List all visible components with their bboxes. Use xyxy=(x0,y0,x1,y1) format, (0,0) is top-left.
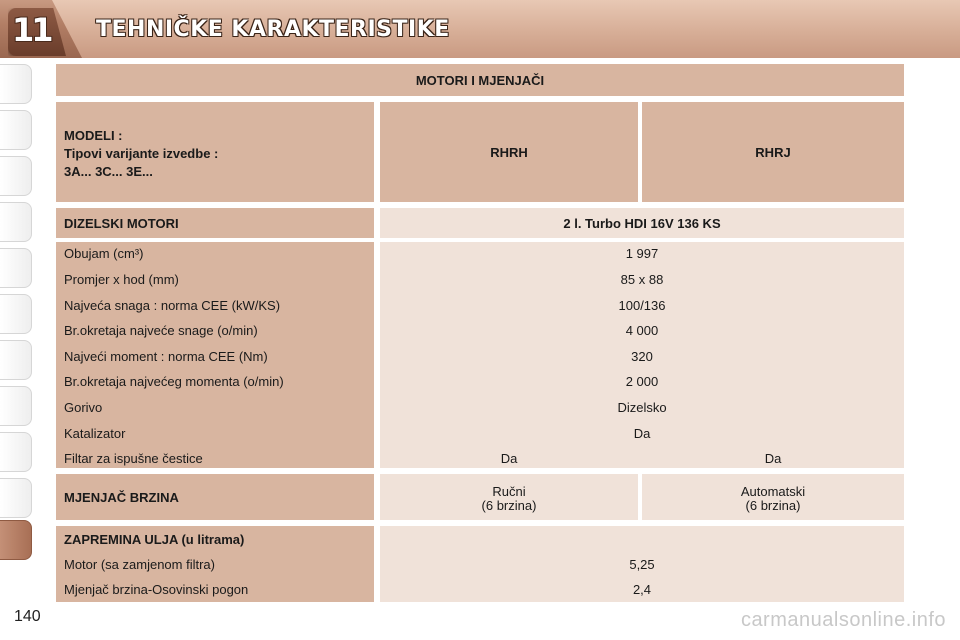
gearbox-label: MJENJAČ BRZINA xyxy=(56,474,374,520)
gearbox-row xyxy=(56,474,904,520)
filter-value-rhrj: Da xyxy=(764,451,782,466)
gearbox-automatic xyxy=(642,474,904,520)
model-code-rhrh: RHRH xyxy=(380,102,638,202)
filter-label: Filtar za ispušne čestice xyxy=(64,451,203,466)
side-tab-6[interactable] xyxy=(0,294,32,334)
oil-label: Mjenjač brzina-Osovinski pogon xyxy=(64,582,249,597)
page-title: TEHNIČKE KARAKTERISTIKE xyxy=(96,17,450,42)
model-code-rhrj: RHRJ xyxy=(642,102,904,202)
page-number: 140 xyxy=(14,608,41,625)
chapter-number: 11 xyxy=(12,11,51,49)
side-tab-4[interactable] xyxy=(0,202,32,242)
spec-label: Br.okretaja najvećeg momenta (o/min) xyxy=(64,374,284,389)
gearbox-manual xyxy=(380,474,638,520)
spec-value: 100/136 xyxy=(618,298,666,313)
spec-label: Br.okretaja najveće snage (o/min) xyxy=(64,323,258,338)
spec-value: 4 000 xyxy=(625,323,659,338)
oil-value-column xyxy=(380,526,904,602)
spec-label: Promjer x hod (mm) xyxy=(64,272,179,287)
side-tab-7[interactable] xyxy=(0,340,32,380)
spec-label: Obujam (cm³) xyxy=(64,246,144,261)
oil-title: ZAPREMINA ULJA (u litrama) xyxy=(64,532,245,547)
specs-value-column xyxy=(380,242,904,468)
table-title: MOTORI I MJENJAČI xyxy=(56,64,904,96)
models-label-line-1: MODELI : xyxy=(64,128,123,143)
spec-value: 85 x 88 xyxy=(620,272,664,287)
spec-value: 1 997 xyxy=(625,246,659,261)
side-tab-3[interactable] xyxy=(0,156,32,196)
oil-value: 2,4 xyxy=(632,582,652,597)
gearbox-manual-speeds: (6 brzina) xyxy=(481,498,537,513)
filter-value-rhrh: Da xyxy=(500,451,518,466)
side-tab-2[interactable] xyxy=(0,110,32,150)
spec-label: Najveća snaga : norma CEE (kW/KS) xyxy=(64,298,281,313)
engine-row xyxy=(56,208,904,238)
spec-value: 320 xyxy=(631,349,653,364)
oil-label-column xyxy=(56,526,374,602)
gearbox-automatic-type: Automatski xyxy=(740,484,806,499)
models-label-line-2: Tipovi varijante izvedbe : xyxy=(64,146,219,161)
side-tab-10[interactable] xyxy=(0,478,32,518)
spec-label: Katalizator xyxy=(64,426,126,441)
oil-block xyxy=(56,526,904,602)
oil-value: 5,25 xyxy=(629,557,655,572)
spec-value: Dizelsko xyxy=(617,400,667,415)
engine-label: DIZELSKI MOTORI xyxy=(56,208,374,238)
spec-value: Da xyxy=(633,426,651,441)
watermark: carmanualsonline.info xyxy=(740,609,946,631)
spec-label: Gorivo xyxy=(64,400,103,415)
gearbox-manual-type: Ručni xyxy=(492,484,526,499)
side-tab-5[interactable] xyxy=(0,248,32,288)
side-tab-1[interactable] xyxy=(0,64,32,104)
table-title-row xyxy=(56,64,904,96)
models-label-cell xyxy=(56,102,374,202)
side-tab-9[interactable] xyxy=(0,432,32,472)
engine-name: 2 l. Turbo HDI 16V 136 KS xyxy=(380,208,904,238)
models-label-line-3: 3A... 3C... 3E... xyxy=(64,164,153,179)
models-row xyxy=(56,102,904,202)
oil-label: Motor (sa zamjenom filtra) xyxy=(64,557,215,572)
side-tab-11-active[interactable] xyxy=(0,520,32,560)
chapter-tab-strip xyxy=(0,64,34,574)
side-tab-8[interactable] xyxy=(0,386,32,426)
spec-label: Najveći moment : norma CEE (Nm) xyxy=(64,349,268,364)
specs-label-column xyxy=(56,242,374,468)
gearbox-automatic-speeds: (6 brzina) xyxy=(745,498,801,513)
specs-block xyxy=(56,242,904,468)
spec-value: 2 000 xyxy=(625,374,659,389)
